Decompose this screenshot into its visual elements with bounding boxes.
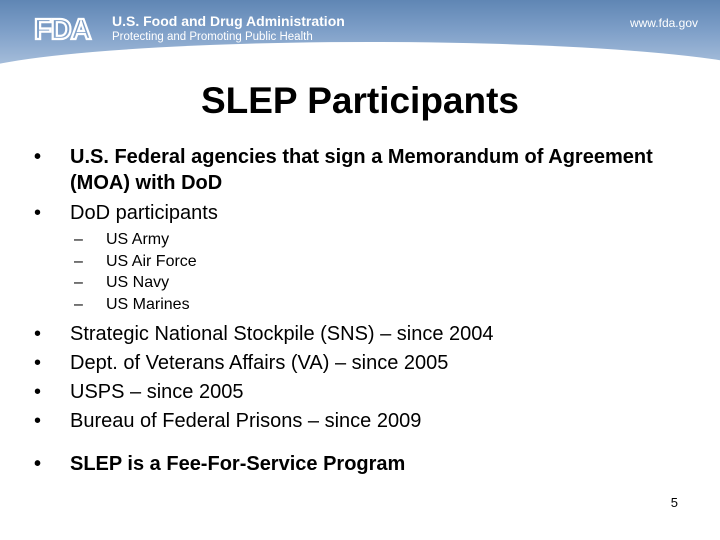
agency-block: [112, 13, 345, 45]
bullet-mark: •: [34, 352, 42, 374]
dod-sublist: [74, 229, 694, 315]
bullet-mark: •: [34, 453, 42, 475]
fda-logo-text: FDA: [34, 14, 91, 44]
bullet-federal-agencies: [34, 144, 694, 196]
bullet-text: Strategic National Stockpile (SNS) – since 2004: [70, 323, 494, 345]
sub-bullet-text: US Air Force: [106, 252, 197, 270]
sub-bullet-marines: [74, 294, 694, 316]
bullet-text: Dept. of Veterans Affairs (VA) – since 2005: [70, 352, 449, 374]
agency-name: U.S. Food and Drug Administration: [112, 13, 345, 29]
bullet-mark: •: [34, 202, 42, 224]
bullet-text: U.S. Federal agencies that sign a Memorandum of Agreement (MOA) with DoD: [70, 146, 653, 194]
bullet-text: USPS – since 2005: [70, 381, 244, 403]
bullet-text: DoD participants: [70, 202, 218, 224]
dash-mark: –: [74, 295, 83, 313]
sub-bullet-navy: [74, 272, 694, 294]
page-number: 5: [670, 495, 678, 510]
bullet-sns: [34, 320, 694, 349]
bullet-text: Bureau of Federal Prisons – since 2009: [70, 410, 422, 432]
dash-mark: –: [74, 274, 83, 291]
bullet-mark: •: [34, 410, 42, 432]
fee-section: [34, 451, 694, 477]
bullet-mark: •: [34, 146, 42, 168]
agency-tagline: Protecting and Promoting Public Health: [112, 31, 313, 43]
bullet-va: [34, 349, 694, 378]
slide-body: [34, 144, 694, 436]
bullet-dod-participants: [34, 200, 694, 226]
bullet-mark: •: [34, 323, 42, 345]
bullet-usps: [34, 378, 694, 407]
participants-list: [34, 320, 694, 436]
sub-bullet-text: US Marines: [106, 295, 190, 313]
sub-bullet-army: [74, 229, 694, 251]
slide-title: SLEP Participants: [200, 80, 520, 121]
header-banner: [0, 0, 720, 68]
dash-mark: –: [74, 231, 83, 248]
sub-bullet-air-force: [74, 251, 694, 273]
bullet-text: SLEP is a Fee-For-Service Program: [70, 453, 406, 475]
sub-bullet-text: US Army: [106, 231, 170, 248]
bullet-fee-for-service: [34, 451, 694, 477]
site-url-link[interactable]: www.fda.gov: [629, 16, 698, 30]
fda-logo: [34, 14, 104, 44]
dash-mark: –: [74, 252, 83, 270]
bullet-mark: •: [34, 381, 42, 403]
bullet-bop: [34, 407, 694, 436]
sub-bullet-text: US Navy: [106, 274, 170, 291]
